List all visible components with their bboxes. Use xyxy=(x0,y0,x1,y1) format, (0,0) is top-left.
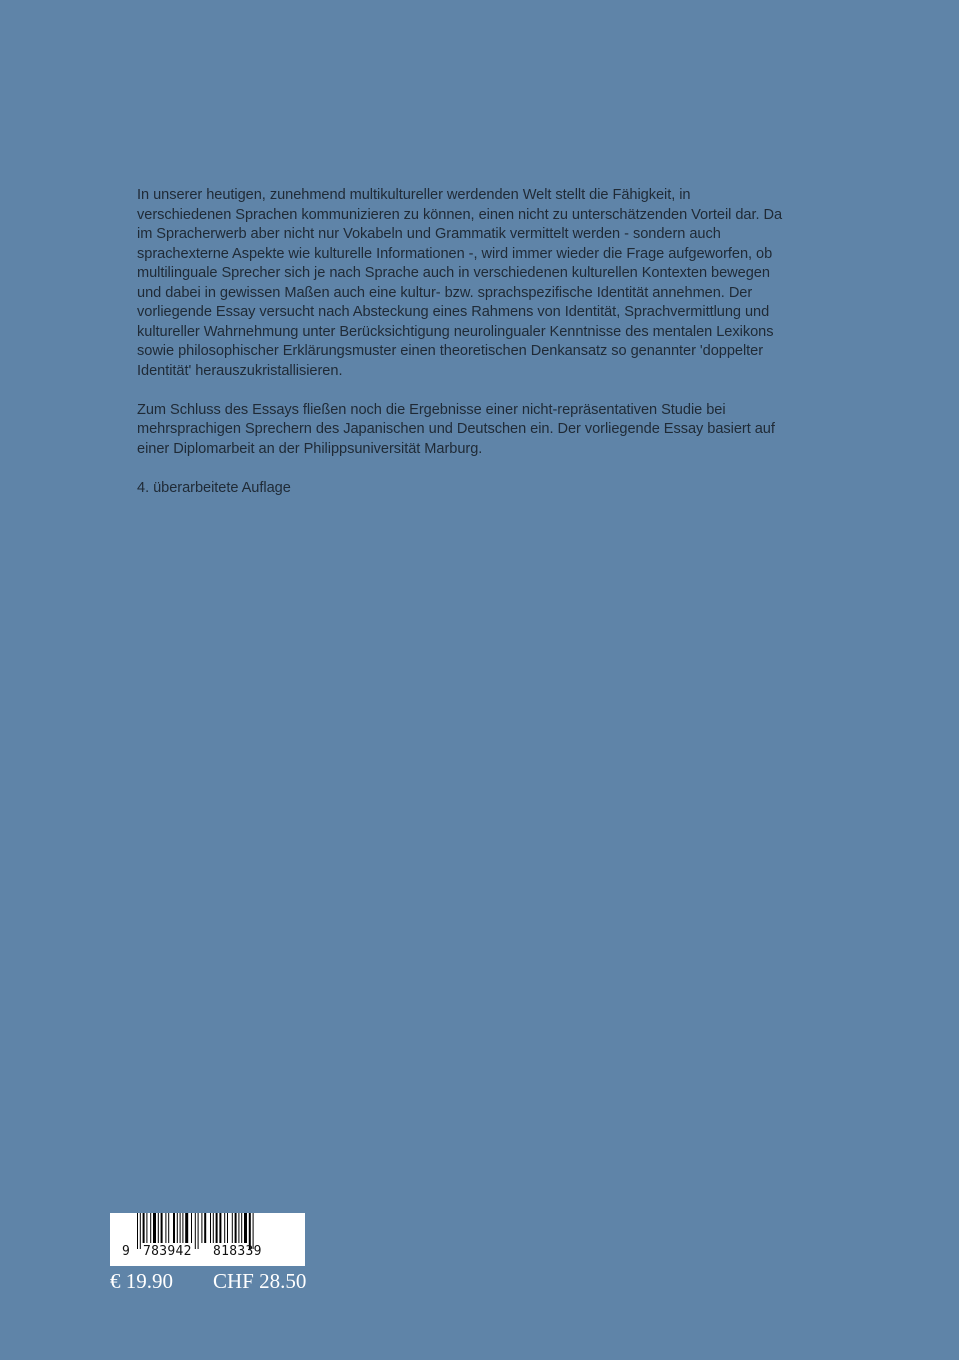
barcode-bar xyxy=(153,1213,156,1243)
barcode-bar xyxy=(210,1213,211,1243)
barcode-bar xyxy=(241,1213,242,1243)
price-chf: CHF 28.50 xyxy=(213,1269,307,1293)
barcode-bar xyxy=(177,1213,178,1243)
barcode-bar xyxy=(182,1213,183,1243)
barcode-bar xyxy=(238,1213,239,1243)
blurb-paragraph-2: Zum Schluss des Essays fließen noch die Ergebnisse einer nicht-repräsentativen Studie bei mehrsprachigen Sprechern des Japanischen und Deutschen ein. Der vorliegende Essay basiert auf einer Diplomarbeit an der Philippsuniversität Marburg. xyxy=(137,401,775,457)
barcode-bar xyxy=(213,1213,214,1243)
barcode-bar xyxy=(158,1213,159,1243)
back-cover-blurb xyxy=(137,186,787,518)
barcode-bar xyxy=(201,1213,202,1243)
isbn-first-digit: 9 xyxy=(122,1244,130,1259)
barcode-bar xyxy=(191,1213,192,1243)
barcode-bar xyxy=(224,1213,225,1243)
isbn-number xyxy=(110,1244,305,1262)
barcode-bar xyxy=(168,1213,169,1243)
isbn-left-group: 783942 xyxy=(143,1244,192,1259)
barcode-bar xyxy=(219,1213,221,1243)
isbn-barcode xyxy=(110,1213,305,1266)
isbn-right-group: 818339 xyxy=(213,1244,262,1259)
barcode-bar xyxy=(165,1213,166,1243)
price-eur: € 19.90 xyxy=(110,1269,173,1293)
barcode-bar xyxy=(204,1213,206,1243)
barcode-bar xyxy=(232,1213,233,1243)
barcode-bar xyxy=(150,1213,151,1243)
edition-note: 4. überarbeitete Auflage xyxy=(137,479,291,496)
barcode-bar xyxy=(173,1213,175,1243)
barcode-bar xyxy=(161,1213,163,1243)
barcode-bar xyxy=(146,1213,147,1243)
barcode-bar xyxy=(227,1213,228,1243)
barcode-bar xyxy=(185,1213,188,1243)
blurb-paragraph-1: In unserer heutigen, zunehmend multikultureller werdenden Welt stellt die Fähigkeit, in verschiedenen Sprachen kommunizieren zu können, einen nicht zu unterschätzenden Vorteil dar. Da im Spracherwerb aber nicht nur Vokabeln und Grammatik vermittelt werden - sondern auch sprachexterne Aspekte wie kulturelle Informationen -, wird immer wieder die Frage aufgeworfen, ob multilinguale Sprecher sich je nach Sprache auch in verschiedenen kulturellen Kontexten bewegen und dabei in gewissen Maßen auch eine kultur- bzw. sprachspezifische Identität annehmen. Der vorliegende Essay versucht nach Absteckung eines Rahmens von Identität, Sprachvermittlung und kultureller Wahrnehmung unter Berücksichtigung neurolingualer Kenntnisse des mentalen Lexikons sowie philosophischer Erklärungsmuster einen theoretischen Denkansatz so genannter 'doppelter Identität' herauszukristallisieren. xyxy=(137,187,783,379)
barcode-bar xyxy=(143,1213,145,1243)
barcode-bar xyxy=(180,1213,181,1243)
barcode-bar xyxy=(235,1213,237,1243)
barcode-bar xyxy=(244,1213,247,1243)
barcode-bar xyxy=(216,1213,218,1243)
